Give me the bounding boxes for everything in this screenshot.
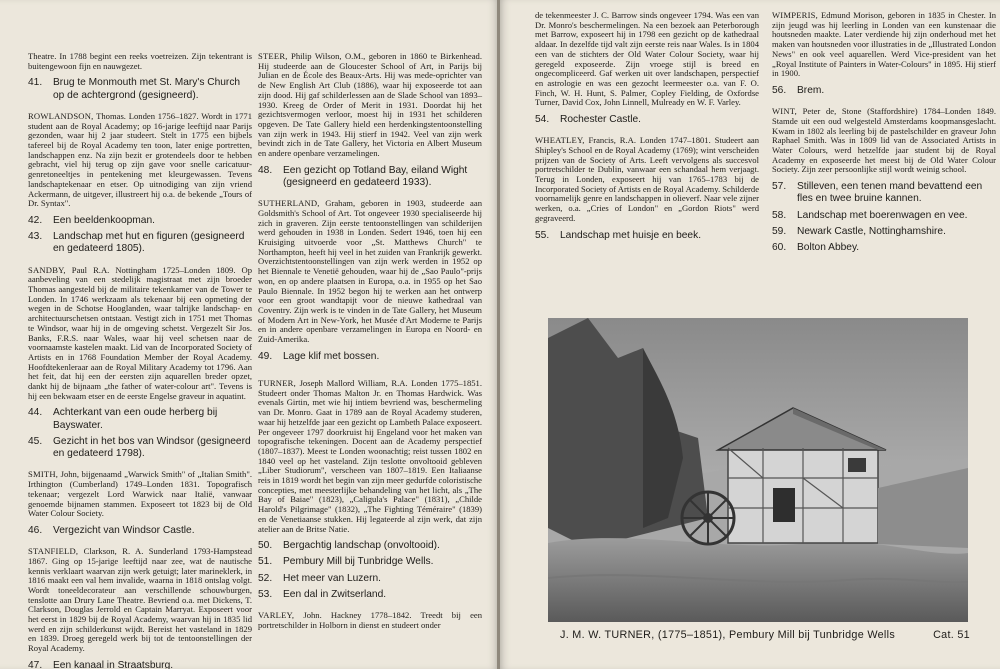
biography-text: John. Hackney 1778–1842. Treedt bij een portretschilder in Holborn in dienst en studeert onder bbox=[258, 610, 482, 630]
catalogue-item bbox=[28, 660, 252, 669]
plate-illustration bbox=[548, 318, 968, 622]
catalogue-item bbox=[772, 226, 996, 238]
artist-biography bbox=[258, 611, 482, 630]
left-column-1 bbox=[28, 52, 252, 669]
artist-name: STANFIELD, bbox=[28, 546, 79, 557]
artist-biography bbox=[258, 52, 482, 159]
catalogue-item bbox=[258, 589, 482, 601]
artist-biography bbox=[28, 52, 252, 71]
artist-biography bbox=[28, 470, 252, 519]
artist-biography bbox=[772, 11, 996, 79]
catalogue-number: 53. bbox=[258, 588, 273, 600]
catalogue-number: 49. bbox=[258, 350, 273, 362]
artist-name: SANDBY, bbox=[28, 264, 66, 275]
catalogue-item bbox=[258, 351, 482, 363]
catalogue-number: 41. bbox=[28, 77, 43, 89]
catalogue-title: Vergezicht van Windsor Castle. bbox=[53, 524, 195, 536]
caption-text: J. M. W. TURNER, (1775–1851), Pembury Mill bij Tunbridge Wells bbox=[560, 629, 896, 641]
left-column-2 bbox=[258, 52, 482, 637]
catalogue-item bbox=[535, 114, 759, 126]
mill-engraving bbox=[548, 318, 968, 622]
artist-biography bbox=[28, 547, 252, 654]
biography-text: Graham, geboren in 1903, studeerde aan Goldsmith's School of Art. Tot ongeveer 1930 specialiseerde hij zich in graveren. Zijn eerste tentoonstellingen van schilderijen werd gehouden in 1938 in Londen. Sedert 1946, toen hij een Kruisiging uitvoerde voor „St. Matthews Church" te Northampton, heeft hij veel in het zuiden van Frankrijk gewerkt. Overzichtstentoonstellingen van zijn werk werden in 1952 op het Biennale te Venetië gehouden, waar hij de „Sao Paulo"-prijs won, en op andere plaatsen in Europa, o.a. in 1955 op het Sao Paulo Biennale. In 1952 begon hij te werken aan het ontwerp voor een groot wandtapijt voor de nieuwe kathedraal van Coventry. Zijn werk is te vinden in de Tate Gallery, het Museum of Modern Art in New-York, het Musée d'Art Moderne te Parijs en in andere openbare verzamelingen in Europa en Noord- en Zuid-Amerika. bbox=[258, 198, 482, 345]
artist-name: STEER, bbox=[258, 51, 288, 61]
artist-biography bbox=[535, 11, 759, 108]
artist-biography bbox=[258, 379, 482, 534]
biography-text: Francis, R.A. Londen 1747–1801. Studeert aan Shipley's School en de Royal Academy (1769); wint verscheiden prijzen van de Society of Arts. Leeft vervolgens als succesvol portretschilder te Dublin, vanwaar een schandaal hem verjaagt. Terug in Londen, exposeert hij van 1765–1783 bij de Incorporated Society of Artists en de Royal Academy. Schilderde voornamelijk genre en landschappen in olieverf. Naar vele zijner werken, o.a. „Cries of London" en „Gordon Riots" werd gegraveerd. bbox=[535, 135, 760, 223]
biography-text: Peter de, Stone (Staffordshire) 1784–Londen 1849. Stamde uit een oud welgesteld Amsterdams koopmansgeslacht. Kwam in 1802 als leerling bij de pastelschilder en graveur John Raphael Smith. Was in 1809 lid van de Associated Artists in Water Colours, werd hetzelfde jaar student bij de Royal Academy en exposeerde het meest bij de Old Water Colour Society. Zijn zeer persoonlijke stijl wordt weinig school. bbox=[772, 106, 996, 175]
catalogue-item bbox=[28, 77, 252, 101]
catalogue-title: Rochester Castle. bbox=[560, 114, 641, 126]
catalogue-title: Het meer van Luzern. bbox=[283, 572, 381, 584]
artist-name: WINT, bbox=[772, 106, 797, 117]
catalogue-title: Landschap met huisje en beek. bbox=[560, 229, 702, 241]
catalogue-number: 51. bbox=[258, 556, 273, 568]
catalogue-title: Bolton Abbey. bbox=[797, 242, 860, 254]
biography-text: John, bijgenaamd „Warwick Smith" of „Italian Smith". Irthington (Cumberland) 1749–Londen 1831. Topografisch tekenaar; vergezelt Lord Warwick naar Italië, vanwaar genoemde bijnamen stammen. Exposeert tot 1823 bij de Old Water Colour Society. bbox=[28, 469, 252, 519]
artist-name: TURNER, bbox=[258, 377, 296, 388]
catalogue-title: Brug te Monmouth met St. Mary's Church op de achtergrond (gesigneerd). bbox=[53, 77, 241, 101]
catalogue-number: 44. bbox=[28, 407, 43, 419]
artist-name: SUTHERLAND, bbox=[258, 198, 320, 209]
catalogue-number: 43. bbox=[28, 231, 43, 243]
catalogue-number: 42. bbox=[28, 214, 43, 226]
artist-biography bbox=[535, 136, 759, 223]
catalogue-title: Brem. bbox=[797, 84, 825, 96]
catalogue-item bbox=[772, 181, 996, 205]
biography-text: Philip Wilson, O.M., geboren in 1860 te Birkenhead. Hij studeerde aan de Gloucester School of Art, in Parijs bij Julian en de École des Beaux-Arts. Hij was mede-oprichter van de New English Art Club (1886), waar hij exposeerde tot aan zijn dood. Hij gaf schilderlessen aan de Slade School van 1893–1930. Kreeg de Order of Merit in 1931. Doordat hij het gezichtsvermogen verloor, moest hij in 1931 het schilderen opgeven. De Tate Gallery hield een herdenkingstentoonstelling van zijn werk in 1943. Hij stierf in 1942. Veel van zijn werk bevindt zich in de Tate Gallery, het Victoria en Albert Museum en andere openbare verzamelingen. bbox=[258, 51, 482, 159]
catalogue-number: 52. bbox=[258, 572, 273, 584]
catalogue-item bbox=[258, 556, 482, 568]
artist-biography bbox=[772, 107, 996, 175]
artist-biography bbox=[258, 199, 482, 345]
biography-text: Clarkson, R. A. Sunderland 1793-Hampstead 1867. Ging op 15-jarige leeftijd naar zee, wat de nautische kennis verklaart waarvan zijn werk getuigt; later marineklerk, in 1816 maakt een val hem invalide, waarna in 1818 ontslag volgt. Wordt toneeldecorateur aan verschillende schouwburgen, tenslotte aan Drury Lane Theatre. Bevriend o.a. met Dickens, T. Clarkson, Douglas Jerrold en Captain Marryat. Exposeert voor het eerst in 1829 bij de Royal Academy, waarvan hij in 1835 lid werd en zijn schilderkunst wijdt. Bereist het vasteland in 1829 en 1839. Droeg geregeld werk bij tot de tentoonstellingen der Royal Academy. bbox=[28, 546, 252, 654]
catalogue-number: 59. bbox=[772, 225, 787, 237]
catalogue-item bbox=[28, 215, 252, 227]
left-page bbox=[0, 0, 498, 669]
catalogue-title: Gezicht in het bos van Windsor (gesigneerd en gedateerd 1798). bbox=[53, 435, 251, 460]
catalogue-number: 45. bbox=[28, 435, 43, 447]
artist-biography bbox=[28, 266, 252, 402]
biography-text: Edmund Morison, geboren in 1835 in Chester. In zijn jeugd was hij leerling in Londen van een kunstenaar die houtsneden maakte. Later verdiende hij zijn onderhoud met het maken van houtsneden voor illustraties in de „Illustrated London News" en ook veel aquarellen. Werd Vice-president van het „Royal Institute of Painters in Water-Colours" in 1895. Hij stierf in 1900. bbox=[772, 10, 996, 79]
biography-text: de tekenmeester J. C. Barrow sinds ongeveer 1794. Was een van Dr. Monro's beschermelingen. Na een bezoek aan Peterborough met Barrow, exposeert hij in 1798 een gezicht op de kathedraal aldaar. In dezelfde tijd valt zijn eerste reis naar Wales. Is in 1804 een van de stichters der Old Water Colour Society, waar hij geregeld exposeerde. Zijn vroege stijl is breed en ongecompliceerd. Gaf werken uit over landschapen, perspectief en astrologie en was een gezocht leermeester o.a. van F. O. Finch, W. H. Hunt, S. Palmer, Copley Fielding, de Oxfordse Turner, David Cox, John Linnell, Mulready en W. F. Varley. bbox=[535, 10, 759, 108]
biography-text: Joseph Mallord William, R.A. Londen 1775–1851. Studeert onder Thomas Malton Jr. en Thomas Hardwick. Was evenals Girtin, met wie hij intiem bevriend was, beschermeling van Dr. Monro. Gaat in 1789 aan de Royal Academy studeren, waar hij hetzelfde jaar een gezicht op Lambeth Palace exposeert. Per ongeveer 1797 doorkruist hij Engeland voor het maken van topografische tekeningen. Docent aan de Academy perspectief (1807–1837). Meest te Londen woonachtig; reist tussen 1802 en 1840 veel op het vasteland. Zijn teslotte onvoltooid gebleven „Liber Studiorum", verscheen van 1807–1819. Een Italiaanse reis in 1819 wordt het begin van zijn meer gedurfde coloristische concepties, met meesterlijke behandeling van het licht, als „The Bay of Baiae" (1823), „Caligula's Palace" (1831), „Childe Harold's Pilgrimage" (1832), „The Fighting Téméraire" (1839) en de Venetiaanse stukken. Hij legateerde al zijn werk, dat zijn atelier aan de Britse Natie. bbox=[258, 377, 482, 534]
catalogue-title: Een beeldenkoopman. bbox=[53, 214, 155, 226]
catalogue-title: Een gezicht op Totland Bay, eiland Wight (gesigneerd en gedateerd 1933). bbox=[283, 164, 468, 188]
catalogue-number: 60. bbox=[772, 242, 787, 254]
catalogue-title: Lage klif met bossen. bbox=[283, 350, 380, 362]
artist-name: SMITH, bbox=[28, 469, 59, 480]
catalogue-number: 50. bbox=[258, 540, 273, 552]
catalogue-item bbox=[28, 436, 252, 460]
catalogue-item bbox=[772, 242, 996, 254]
biography-text: Theatre. In 1788 begint een reeks voetreizen. Zijn tekentrant is buitengewoon fijn en nauwgezet. bbox=[28, 51, 252, 71]
catalogue-title: Landschap met boerenwagen en vee. bbox=[797, 209, 968, 221]
catalogue-item bbox=[28, 231, 252, 255]
catalogue-title: Een kanaal in Straatsburg. bbox=[53, 659, 174, 669]
catalogue-number: 56. bbox=[772, 84, 787, 96]
catalogue-number: 58. bbox=[772, 209, 787, 221]
catalogue-number: 48. bbox=[258, 164, 273, 176]
catalogue-item bbox=[772, 210, 996, 222]
catalogue-title: Pembury Mill bij Tunbridge Wells. bbox=[283, 556, 434, 568]
biography-text: Thomas. Londen 1756–1827. Wordt in 1771 student aan de Royal Academy; op 16-jarige leeftijd naar Parijs gezonden, waar hij 2 jaar studeert. Stelt in 1775 een bijbels tafereel bij de Royal Academy ten toon, later enige portretten, landschappen enz. Na zijn bezit er grotendeels door te hebben gebracht, viel hij terug op zijn gave voor snelle caricatuur-genretoneeltjes in pentekening met kleurgewassen. Tevens landschaptekenaar en etser. Op uitnodiging van zijn vriend Ackermann, de uitgever, illustreert hij o.a. de bekende „Tours of Dr. Syntax". bbox=[28, 110, 252, 209]
catalogue-title: Een dal in Zwitserland. bbox=[283, 588, 387, 600]
catalogue-item bbox=[535, 230, 759, 242]
artist-biography bbox=[28, 112, 252, 209]
artist-name: WHEATLEY, bbox=[535, 135, 585, 146]
catalogue-item bbox=[28, 407, 252, 431]
artist-name: VARLEY, bbox=[258, 610, 295, 621]
catalogue-title: Newark Castle, Nottinghamshire. bbox=[797, 225, 946, 237]
catalogue-number: Cat. 51 bbox=[933, 629, 970, 641]
biography-text: Paul R.A. Nottingham 1725–Londen 1809. Op aanbeveling van een stedelijk magistraat met zijn broeder Thomas aangesteld bij de militaire tekenkamer van de Tower te Londen. In 1746 werkzaam als tekenaar bij een opmeting der wegen in de Schotse Hooglanden, waar talrijke landschap- en architectuurschetsen ontstaan. Vestigt zich in 1751 met Thomas te Windsor, waar hij in de omgeving schetst. Vergezelt Sir Jos. Banks, F.R.S. naar Wales, waar hij veel schetsen naar de voornaamste kastelen maakt. Lid van de Incorporated Society of Artists en in 1768 Foundation Member der Royal Academy. Hoofdtekenleraar aan de Royal Military Academy tot 1796. Aan het feit, dat hij een der eersten zijn aquarellen breder opzet, dankt hij de bijnaam „the father of water-colour art". Tevens is hij een bekwaam etser en de eerste Engelse graveur in aquatint. bbox=[28, 264, 252, 401]
artist-name: ROWLANDSON, bbox=[28, 110, 94, 121]
catalogue-item bbox=[28, 525, 252, 537]
catalogue-number: 54. bbox=[535, 114, 550, 126]
artist-name: WIMPERIS, bbox=[772, 10, 818, 20]
catalogue-item bbox=[258, 573, 482, 585]
catalogue-title: Bergachtig landschap (onvoltooid). bbox=[283, 540, 440, 552]
catalogue-number: 55. bbox=[535, 229, 550, 241]
catalogue-number: 46. bbox=[28, 524, 43, 536]
catalogue-item bbox=[258, 165, 482, 189]
catalogue-number: 57. bbox=[772, 181, 787, 193]
catalogue-title: Achterkant van een oude herberg bij Bayswater. bbox=[53, 407, 218, 431]
plate-caption bbox=[560, 629, 970, 641]
right-column-1 bbox=[535, 11, 759, 246]
right-column-2 bbox=[772, 11, 996, 258]
catalogue-item bbox=[258, 540, 482, 552]
catalogue-item bbox=[772, 85, 996, 97]
catalogue-number: 47. bbox=[28, 659, 43, 669]
catalogue-title: Landschap met hut en figuren (gesigneerd en gedateerd 1805). bbox=[53, 231, 245, 255]
catalogue-title: Stilleven, een tenen mand bevattend een fles en twee bruine kannen. bbox=[797, 181, 983, 205]
